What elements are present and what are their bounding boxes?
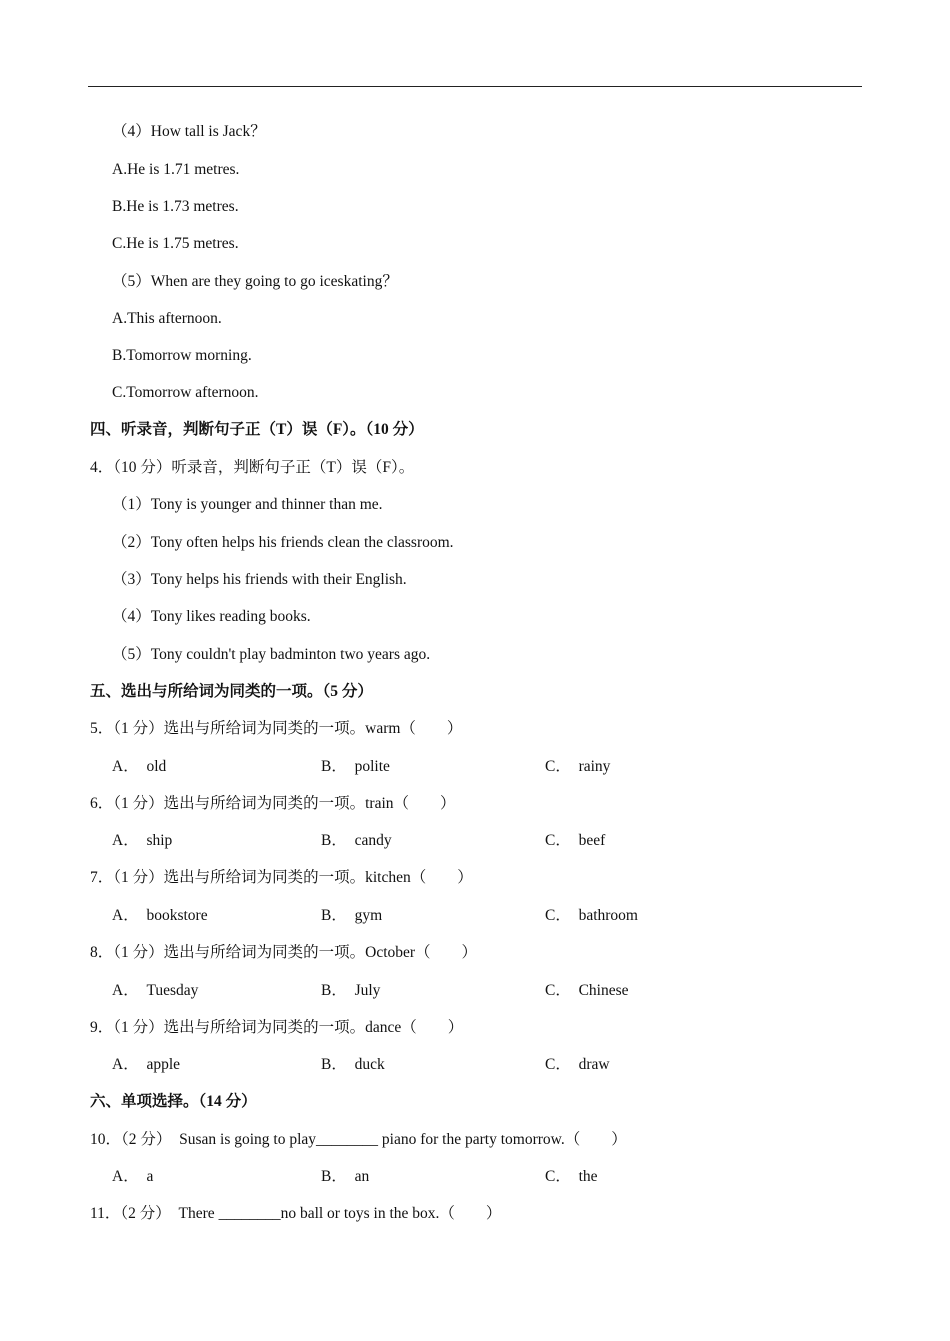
q5-option-c: C． rainy xyxy=(545,758,611,775)
q3-sub4-option-b: B.He is 1.73 metres. xyxy=(112,198,239,215)
q8-option-b: B． July xyxy=(321,982,381,999)
section4-title: 四、听录音，判断句子正（T）误（F）。（10 分） xyxy=(90,421,424,438)
q3-sub5-option-a: A.This afternoon. xyxy=(112,310,222,327)
q6-option-c: C． beef xyxy=(545,832,606,849)
q9-stem: 9．（1 分）选出与所给词为同类的一项。dance（ ） xyxy=(90,1019,464,1036)
q10-option-a: A． a xyxy=(112,1168,154,1185)
q5-stem: 5．（1 分）选出与所给词为同类的一项。warm（ ） xyxy=(90,720,463,737)
q3-sub5-option-c: C.Tomorrow afternoon. xyxy=(112,384,259,401)
q3-sub5-stem: （5）When are they going to go iceskating？ xyxy=(112,273,398,290)
q8-option-a: A． Tuesday xyxy=(112,982,199,999)
q3-sub4-stem: （4）How tall is Jack？ xyxy=(112,123,266,140)
q7-option-b: B． gym xyxy=(321,907,383,924)
q4-item-5: （5）Tony couldn't play badminton two years ago. xyxy=(112,646,431,663)
q9-option-b: B． duck xyxy=(321,1056,385,1073)
q8-option-c: C． Chinese xyxy=(545,982,629,999)
q11-stem: 11．（2 分） There ________no ball or toys in the box.（ ） xyxy=(90,1205,502,1222)
q7-option-c: C． bathroom xyxy=(545,907,638,924)
q5-option-a: A． old xyxy=(112,758,167,775)
q9-option-c: C． draw xyxy=(545,1056,610,1073)
section6-title: 六、单项选择。（14 分） xyxy=(90,1093,257,1110)
q10-option-b: B． an xyxy=(321,1168,370,1185)
q8-stem: 8．（1 分）选出与所给词为同类的一项。October（ ） xyxy=(90,944,478,961)
q4-item-3: （3）Tony helps his friends with their English. xyxy=(112,571,407,588)
q7-stem: 7．（1 分）选出与所给词为同类的一项。kitchen（ ） xyxy=(90,869,473,886)
q3-sub4-option-c: C.He is 1.75 metres. xyxy=(112,235,239,252)
q9-option-a: A． apple xyxy=(112,1056,181,1073)
q3-sub5-option-b: B.Tomorrow morning. xyxy=(112,347,252,364)
q3-sub4-option-a: A.He is 1.71 metres. xyxy=(112,161,240,178)
q6-option-a: A． ship xyxy=(112,832,173,849)
q10-option-c: C． the xyxy=(545,1168,598,1185)
q4-stem: 4．（10 分）听录音，判断句子正（T）误（F）。 xyxy=(90,459,415,476)
q6-option-b: B． candy xyxy=(321,832,392,849)
q4-item-1: （1）Tony is younger and thinner than me. xyxy=(112,496,383,513)
q6-stem: 6．（1 分）选出与所给词为同类的一项。train（ ） xyxy=(90,795,456,812)
q5-option-b: B． polite xyxy=(321,758,390,775)
q4-item-4: （4）Tony likes reading books. xyxy=(112,608,311,625)
q10-stem: 10．（2 分） Susan is going to play________ piano for the party tomorrow.（ ） xyxy=(90,1131,627,1148)
q4-item-2: （2）Tony often helps his friends clean the classroom. xyxy=(112,534,454,551)
header-rule xyxy=(88,86,862,87)
section5-title: 五、选出与所给词为同类的一项。（5 分） xyxy=(90,683,373,700)
q7-option-a: A． bookstore xyxy=(112,907,208,924)
